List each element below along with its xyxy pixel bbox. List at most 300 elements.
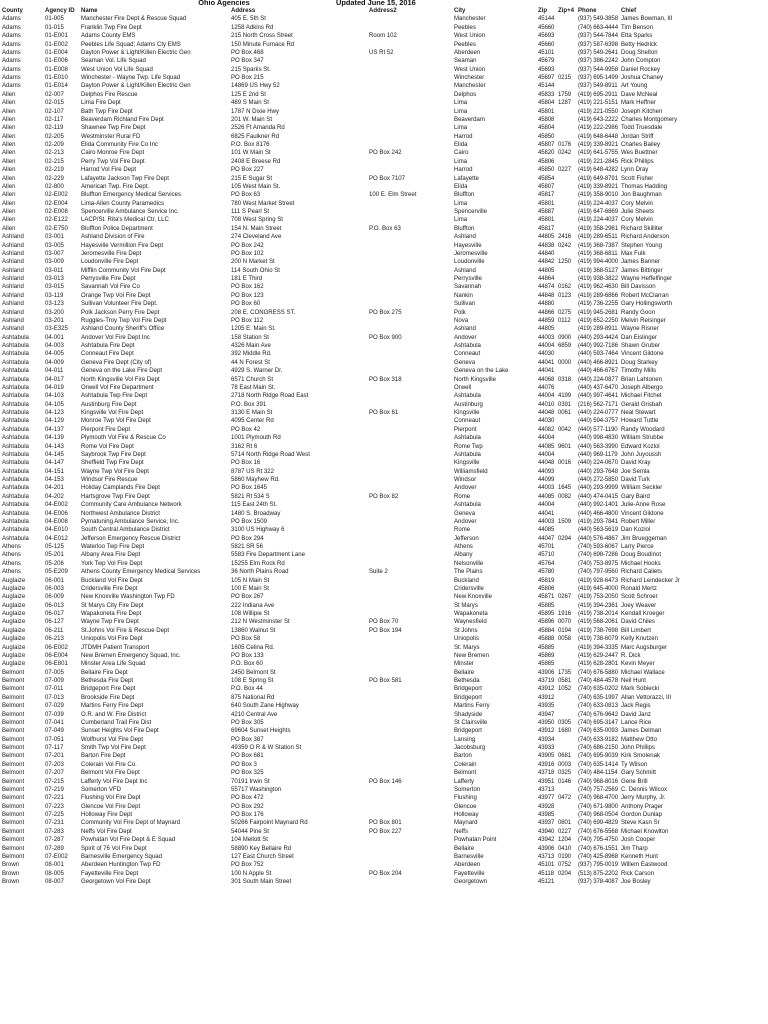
chief-cell: David Turk — [621, 477, 650, 483]
address2-cell — [369, 711, 454, 719]
agency-id-cell: 06-013 — [45, 602, 64, 609]
zip-cell: 45817 — [538, 192, 555, 199]
address2-cell: PO Box 900 — [369, 334, 402, 341]
county-cell: Allen — [2, 133, 16, 140]
agency-id-cell: 07-219 — [45, 786, 64, 793]
county-cell: Athens — [2, 560, 21, 567]
name-cell: Neffs Vol Fire Dept — [81, 828, 132, 835]
city-cell: Harrod — [454, 133, 473, 140]
county-cell: Belmont — [2, 786, 25, 793]
agency-id-cell: 02-007 — [45, 91, 64, 98]
table-row — [2, 493, 766, 501]
zip4-cell — [558, 711, 578, 719]
zip4-cell: 0070 — [558, 619, 572, 626]
address-cell: 274 Cleveland Ave — [231, 234, 282, 241]
city-cell: Conneaut — [454, 418, 481, 425]
zip4-cell: 9601 — [558, 443, 572, 450]
city-cell: Loudonville — [454, 259, 485, 266]
phone-cell: (440) 992-1401 — [578, 502, 618, 509]
table-row — [2, 870, 766, 878]
name-cell: Spirit of 76 Vol Fire Dept — [81, 845, 147, 852]
address-cell: 215 North Cross Street — [231, 33, 293, 40]
phone-cell: (440) 272-5850 — [578, 477, 618, 483]
city-cell: Polk — [454, 309, 466, 316]
zip4-cell: 0000 — [558, 359, 572, 366]
address2-cell: PO Box 318 — [369, 376, 402, 383]
city-cell: Lima — [454, 125, 468, 132]
zip-cell: 43916 — [538, 761, 555, 768]
address2-cell — [369, 811, 454, 819]
address-cell: 127 East Church Street — [231, 853, 294, 860]
table-row — [2, 49, 766, 57]
zip4-cell: 0058 — [558, 636, 572, 643]
county-cell: Auglaize — [2, 602, 26, 609]
zip4-cell: 1735 — [558, 669, 572, 676]
address2-cell — [369, 560, 454, 568]
address2-cell — [369, 443, 454, 451]
zip4-cell: 0472 — [558, 795, 572, 802]
chief-cell: Mark Sobiecki — [621, 686, 659, 693]
address-cell: PO Box 468 — [231, 49, 264, 56]
address2-cell: Suite 2 — [369, 569, 388, 576]
zip4-cell: 0176 — [558, 142, 572, 148]
agency-id-cell: 03-119 — [45, 292, 64, 299]
chief-cell: Kenneth Hunt — [621, 853, 658, 860]
name-cell: Community Vol Fire Dept of Maynard — [81, 820, 181, 827]
name-cell: Franklin Twp Fire Dept — [81, 24, 142, 31]
zip-cell: 44085 — [538, 527, 555, 534]
city-cell: Albany — [454, 552, 473, 559]
zip4-cell — [558, 183, 578, 191]
table-row — [2, 627, 766, 635]
chief-cell: David Janz — [621, 711, 651, 718]
address2-cell — [369, 359, 454, 367]
address2-cell — [369, 367, 454, 375]
name-cell: Glencoe Vol Fire Dept — [81, 803, 141, 810]
zip-cell: 45895 — [538, 611, 555, 617]
zip-cell: 45819 — [538, 577, 555, 584]
table-row — [2, 283, 766, 291]
name-cell: Albany Area Fire Dept — [81, 552, 141, 559]
zip-cell: 44004 — [538, 502, 555, 509]
county-cell: Brown — [2, 879, 20, 885]
zip-cell: 45701 — [538, 544, 555, 550]
chief-cell: Betty Hedrick — [621, 41, 657, 48]
table-row — [2, 141, 766, 149]
agency-id-cell: 03-201 — [45, 317, 64, 324]
table-body — [2, 15, 766, 886]
zip-cell: 44047 — [538, 535, 555, 542]
zip-cell: 43940 — [538, 828, 555, 835]
chief-cell: Lynn Dray — [621, 167, 649, 174]
county-cell: Adams — [2, 75, 21, 81]
name-cell: Loudonville Fire Dept — [81, 259, 139, 266]
name-cell: Wapakoneta Fire Dept — [81, 611, 142, 617]
county-cell: Ashtabula — [2, 343, 29, 349]
agency-id-cell: 03-E325 — [45, 326, 68, 333]
address2-cell: PO Box 581 — [369, 678, 402, 684]
zip4-cell — [558, 878, 578, 886]
county-cell: Allen — [2, 142, 16, 148]
chief-cell: Larry Pierce — [621, 544, 654, 550]
county-cell: Allen — [2, 167, 16, 174]
table-row — [2, 794, 766, 802]
zip-cell: 43942 — [538, 837, 555, 844]
chief-cell: Dan Eislinger — [621, 334, 657, 341]
phone-cell: (740) 484-4578 — [578, 678, 618, 684]
agency-id-cell: 03-123 — [45, 301, 64, 308]
table-row — [2, 317, 766, 325]
chief-cell: Mark Heffner — [621, 100, 656, 107]
chief-cell: Michael Hooks — [621, 560, 661, 567]
city-cell: Peebles — [454, 41, 476, 48]
phone-cell: (419) 738-6079 — [578, 636, 618, 643]
address-cell: 201 W. Main St — [231, 116, 273, 123]
city-cell: Waynesfield — [454, 619, 487, 626]
address-cell: 2450 Belmont St — [231, 669, 276, 676]
county-cell: Allen — [2, 158, 16, 165]
table-row — [2, 242, 766, 250]
zip4-cell — [558, 82, 578, 90]
address2-cell — [369, 727, 454, 735]
address-cell: 1001 Plymouth Rd — [231, 435, 281, 442]
address-cell: 1787 N Dixie Hwy — [231, 108, 280, 115]
chief-cell: Jerry Murphy, Jr. — [621, 795, 666, 802]
county-cell: Athens — [2, 544, 21, 550]
table-row — [2, 610, 766, 618]
county-cell: Ashtabula — [2, 418, 29, 425]
address-cell: 108 E Spring St — [231, 678, 274, 684]
phone-cell: (740) 425-8968 — [578, 853, 618, 860]
zip4-cell: 0123 — [558, 292, 572, 299]
city-cell: Bluffton — [454, 192, 475, 199]
zip-cell: 44085 — [538, 443, 555, 450]
address-cell: 14869 US Hwy 52 — [231, 83, 280, 90]
address2-cell — [369, 300, 454, 308]
zip-cell: 43912 — [538, 686, 555, 693]
address-cell: PO Box 294 — [231, 535, 264, 542]
agency-id-cell: 07-117 — [45, 745, 64, 751]
county-cell: Ashtabula — [2, 410, 29, 416]
county-cell: Ashtabula — [2, 443, 29, 450]
address-cell: 392 Middle Rd. — [231, 351, 272, 358]
agency-id-cell: 01-E002 — [45, 41, 68, 48]
county-cell: Ashtabula — [2, 477, 29, 483]
zip-cell: 43985 — [538, 812, 555, 818]
county-cell: Belmont — [2, 669, 25, 676]
chief-cell: Art Young — [621, 83, 648, 90]
address-cell: 54044 Pine St — [231, 828, 269, 835]
address-cell: PO Box 292 — [231, 803, 264, 810]
city-cell: Ashland — [454, 326, 476, 333]
county-cell: Belmont — [2, 812, 25, 818]
name-cell: Northwest Ambulance District — [81, 510, 160, 517]
city-cell: Spencerville — [454, 209, 487, 215]
zip4-cell — [558, 41, 578, 49]
name-cell: Pymatuning Ambulance Service, Inc. — [81, 518, 180, 525]
zip-cell: 45817 — [538, 225, 555, 232]
name-cell: Athens County Emergency Medical Services — [81, 569, 201, 576]
phone-cell: (419) 222-2986 — [578, 125, 618, 132]
chief-cell: Allan Vettorazzi, III — [621, 694, 672, 701]
table-row — [2, 66, 766, 74]
address2-cell — [369, 761, 454, 769]
city-cell: Bridgeport — [454, 686, 482, 693]
phone-cell: (419) 368-7387 — [578, 242, 618, 249]
zip-cell: 45101 — [538, 49, 555, 56]
chief-cell: Michael Knowlton — [621, 828, 669, 835]
chief-cell: David Chiles — [621, 619, 655, 626]
chief-cell: Ty Wilson — [621, 761, 648, 768]
phone-cell: (440) 594-3757 — [578, 418, 618, 425]
table-row — [2, 233, 766, 241]
name-cell: Bridgeport Fire Dept — [81, 686, 136, 693]
table-row — [2, 216, 766, 224]
city-cell: Elida — [454, 183, 468, 190]
agency-id-cell: 05-125 — [45, 544, 64, 550]
zip-cell: 44859 — [538, 317, 555, 324]
agency-id-cell: 06-211 — [45, 627, 64, 634]
table-row — [2, 91, 766, 99]
name-cell: North Kingsville Vol Fire Dept — [81, 376, 160, 383]
address2-cell — [369, 803, 454, 811]
col-header-agency-id: Agency ID — [45, 8, 75, 14]
table-row — [2, 845, 766, 853]
city-cell: St Johns — [454, 627, 478, 634]
county-cell: Ashtabula — [2, 493, 29, 500]
phone-cell: (937) 587-6398 — [578, 41, 618, 48]
zip4-cell — [558, 417, 578, 425]
phone-cell: (440) 474-0415 — [578, 493, 618, 500]
address-cell: 114 South Ohio St — [231, 267, 280, 274]
chief-cell: Joseph Albergo — [621, 384, 663, 391]
phone-cell: (419) 629-2447 — [578, 652, 618, 659]
table-row — [2, 158, 766, 166]
chief-cell: William Strubbe — [621, 435, 664, 442]
agency-id-cell: 06-001 — [45, 577, 64, 584]
zip4-cell — [558, 551, 578, 559]
county-cell: Ashtabula — [2, 485, 29, 492]
address2-cell — [369, 660, 454, 668]
address2-cell — [369, 250, 454, 258]
address2-cell — [369, 108, 454, 116]
city-cell: Austinburg — [454, 401, 483, 408]
chief-cell: David Kray — [621, 460, 651, 467]
table-row — [2, 250, 766, 258]
zip4-cell — [558, 702, 578, 710]
address2-cell: PO Box 194 — [369, 627, 402, 634]
city-cell: Jeromesville — [454, 250, 488, 257]
agency-id-cell: 03-007 — [45, 250, 64, 257]
phone-cell: (937) 544-7844 — [578, 33, 618, 40]
address2-cell — [369, 208, 454, 216]
county-cell: Allen — [2, 183, 16, 190]
phone-cell: (440) 563-3990 — [578, 443, 618, 450]
table-row — [2, 694, 766, 702]
phone-cell: (740) 676-1551 — [578, 845, 618, 852]
report-banner — [0, 0, 768, 6]
county-cell: Allen — [2, 116, 16, 123]
phone-cell: (740) 797-9560 — [578, 569, 618, 576]
name-cell: Perry Twp Vol Fire Dept — [81, 158, 145, 165]
address-cell: 2718 North Ridge Road East — [231, 393, 309, 400]
city-cell: Powhatan Point — [454, 837, 497, 844]
chief-cell: Julie-Anne Rose — [621, 502, 666, 509]
chief-cell: Vincent Gildone — [621, 510, 664, 517]
zip4-cell — [558, 225, 578, 233]
table-row — [2, 175, 766, 183]
chief-cell: Max Fulk — [621, 250, 646, 257]
city-cell: Lafferty — [454, 778, 475, 785]
phone-cell: (740) 676-5880 — [578, 669, 618, 676]
phone-cell: (419) 695-2911 — [578, 91, 618, 98]
phone-cell: (419) 368-6811 — [578, 250, 618, 257]
agency-id-cell: 05-E209 — [45, 569, 68, 576]
table-row — [2, 836, 766, 844]
table-row — [2, 124, 766, 132]
address-cell: PO Box 16 — [231, 460, 261, 467]
address-cell: 5821 SR 56 — [231, 544, 263, 550]
zip4-cell — [558, 577, 578, 585]
city-cell: Ashland — [454, 267, 476, 274]
col-header-zip4: Zip+4 — [558, 8, 574, 14]
table-row — [2, 24, 766, 32]
address2-cell — [369, 602, 454, 610]
zip4-cell: 0318 — [558, 376, 572, 383]
table-row — [2, 635, 766, 643]
county-cell: Auglaize — [2, 594, 26, 601]
chief-cell: Bill Limbert — [621, 627, 651, 634]
name-cell: Wayne Twp Vol Fire Dept — [81, 468, 149, 475]
zip4-cell — [558, 250, 578, 258]
table-row — [2, 652, 766, 660]
address2-cell — [369, 417, 454, 425]
phone-cell: (419) 645-4000 — [578, 585, 618, 592]
chief-cell: John Phillips — [621, 745, 655, 751]
address-cell: PO Box 1509 — [231, 518, 267, 525]
address2-cell: US Rt 52 — [369, 49, 394, 56]
zip-cell: 45693 — [538, 33, 555, 40]
phone-cell: (419) 221-2845 — [578, 158, 618, 165]
county-cell: Ashtabula — [2, 334, 29, 341]
phone-cell: (419) 945-2681 — [578, 309, 618, 316]
county-cell: Ashtabula — [2, 359, 29, 366]
table-row — [2, 761, 766, 769]
name-cell: Hayesville Vermillion Fire Dept — [81, 242, 163, 249]
address-cell: P.O. Box 60 — [231, 661, 263, 668]
table-row — [2, 711, 766, 719]
name-cell: Perrysville Fire Dept — [81, 276, 136, 282]
county-cell: Athens — [2, 569, 21, 576]
address-cell: 4326 Main Ave — [231, 343, 271, 349]
zip4-cell: 0581 — [558, 678, 572, 684]
agency-id-cell: 04-151 — [45, 468, 64, 475]
address-cell: 405 E. 5th St — [231, 16, 266, 23]
zip4-cell — [558, 325, 578, 333]
agency-id-cell: 04-011 — [45, 368, 64, 375]
chief-cell: Scott Schroer — [621, 594, 658, 601]
address-cell: 70191 Irwin St — [231, 778, 270, 785]
address-cell: PO Box 58 — [231, 636, 261, 643]
address-cell: 69604 Sunset Heights — [231, 728, 291, 735]
chief-cell: Robert McClarran — [621, 292, 669, 299]
phone-cell: (937) 549-8911 — [578, 83, 618, 90]
phone-cell: (440) 998-4830 — [578, 435, 618, 442]
zip4-cell: 0305 — [558, 719, 572, 726]
zip4-cell: 0410 — [558, 845, 572, 852]
address2-cell: PO Box 227 — [369, 828, 402, 835]
county-cell: Belmont — [2, 694, 25, 701]
city-cell: Kingsville — [454, 460, 480, 467]
county-cell: Allen — [2, 150, 16, 157]
name-cell: Buckland Vol Fire Dept — [81, 577, 143, 584]
address2-cell: P.O. Box 63 — [369, 225, 401, 232]
city-cell: Bluffton — [454, 225, 475, 232]
county-cell: Ashtabula — [2, 384, 29, 391]
zip-cell: 44003 — [538, 334, 555, 341]
agency-id-cell: 04-019 — [45, 384, 64, 391]
zip4-cell: 0042 — [558, 426, 572, 433]
name-cell: Elida Community Fire Co Inc — [81, 142, 158, 148]
zip4-cell: 0215 — [558, 75, 572, 81]
zip4-cell: 0227 — [558, 167, 572, 174]
address-cell: 1605 Celina Rd. — [231, 644, 275, 651]
address2-cell — [369, 384, 454, 392]
county-cell: Auglaize — [2, 636, 26, 643]
name-cell: Lafayette Jackson Twp Fire Dept — [81, 175, 169, 182]
chief-cell: James Bittinger — [621, 267, 663, 274]
chief-cell: Michael Wallace — [621, 669, 665, 676]
zip4-cell: 6859 — [558, 343, 572, 349]
agency-id-cell: 02-229 — [45, 175, 64, 182]
zip-cell: 44041 — [538, 510, 555, 517]
phone-cell: (440) 224-0670 — [578, 460, 618, 467]
phone-cell: (419) 736-2255 — [578, 301, 618, 308]
phone-cell: (937) 795-0019 — [578, 862, 618, 869]
chief-cell: John Juyoussh — [621, 451, 662, 458]
zip-cell: 43934 — [538, 736, 555, 743]
phone-cell: (419) 649-8791 — [578, 175, 618, 182]
address-cell: 200 N Market St — [231, 259, 275, 266]
agency-id-cell: 04-145 — [45, 451, 64, 458]
address-cell: 1205 E. Main St. — [231, 326, 276, 333]
agency-id-cell: 04-003 — [45, 343, 64, 349]
zip-cell: 45833 — [538, 91, 555, 98]
address-cell: PO Box 42 — [231, 426, 261, 433]
county-cell: Belmont — [2, 820, 25, 827]
address2-cell — [369, 510, 454, 518]
zip4-cell: 1645 — [558, 485, 572, 492]
agency-id-cell: 02-119 — [45, 125, 64, 132]
address-cell: 104 Mellott St — [231, 837, 268, 844]
zip4-cell: 0391 — [558, 401, 572, 408]
city-cell: Delphos — [454, 91, 477, 98]
zip4-cell: 1250 — [558, 259, 572, 266]
city-cell: Glencoe — [454, 803, 477, 810]
name-cell: Polk Jackson Perry Fire Dept — [81, 309, 160, 316]
updated-date: Updated June 15, 2016 — [336, 0, 416, 7]
address2-cell — [369, 166, 454, 174]
address-cell: 3100 US Highway 6 — [231, 527, 285, 534]
address2-cell — [369, 426, 454, 434]
city-cell: Sullivan — [454, 301, 476, 308]
address-cell: PO Box 162 — [231, 284, 264, 291]
address-cell: 4210 Central Ave — [231, 711, 278, 718]
county-cell: Auglaize — [2, 611, 26, 617]
chief-cell: Kendall Kroeger — [621, 611, 665, 617]
zip4-cell: 0082 — [558, 493, 572, 500]
table-row — [2, 560, 766, 568]
